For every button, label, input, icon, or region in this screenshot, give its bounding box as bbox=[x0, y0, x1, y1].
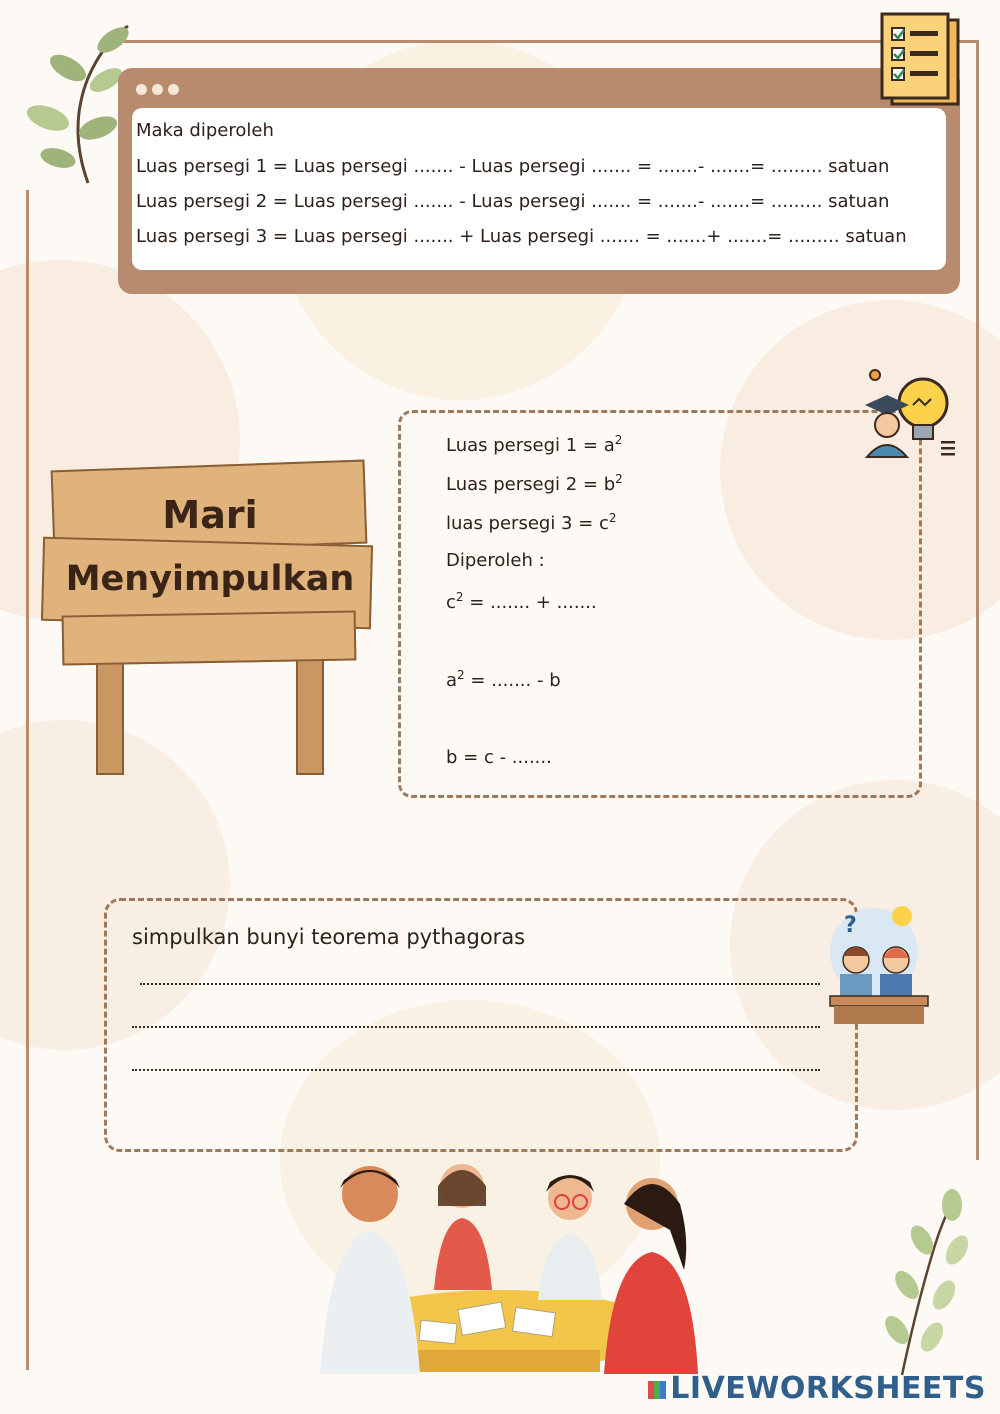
eq-a-squared[interactable]: $a^2$ = ....... - b bbox=[446, 668, 561, 691]
answer-line-3[interactable] bbox=[132, 1069, 820, 1071]
eq-square-2: Luas persegi $2 = b^2$ bbox=[446, 472, 623, 495]
dot-icon bbox=[152, 84, 163, 95]
results-line-1: Luas persegi 1 = Luas persegi ....... - Luas persegi ....... = .......- .......= ......... satuan bbox=[136, 156, 890, 177]
students-thinking-icon bbox=[826, 898, 934, 1030]
leaf-branch-icon bbox=[872, 1185, 982, 1380]
obtained-label: Diperoleh : bbox=[446, 550, 545, 571]
frame-top bbox=[100, 40, 978, 43]
frame-right bbox=[976, 40, 979, 1160]
brand-mark-icon bbox=[648, 1381, 666, 1399]
dot-icon bbox=[136, 84, 147, 95]
results-line-2: Luas persegi 2 = Luas persegi ....... - Luas persegi ....... = .......- .......= ......... satuan bbox=[136, 191, 890, 212]
results-panel-body bbox=[132, 108, 946, 270]
eq-square-1: Luas persegi $1 = a^2$ bbox=[446, 433, 623, 456]
sign-plank bbox=[62, 610, 357, 665]
window-dots bbox=[136, 80, 184, 99]
sign-title-line-1: Mari bbox=[162, 493, 258, 537]
brand-logo: LIVEWORKSHEETS bbox=[648, 1371, 986, 1406]
results-line-3: Luas persegi 3 = Luas persegi ....... + Luas persegi ....... = .......+ .......= ......... satuan bbox=[136, 226, 907, 247]
results-panel bbox=[118, 68, 960, 294]
eq-b[interactable]: b = c - ....... bbox=[446, 747, 552, 768]
eq-c-squared[interactable]: $c^2$ = ....... + ....... bbox=[446, 590, 597, 613]
dot-icon bbox=[168, 84, 179, 95]
wooden-sign bbox=[40, 445, 380, 775]
students-discussion-illustration bbox=[300, 1160, 700, 1374]
answer-line-2[interactable] bbox=[132, 1026, 820, 1028]
checklist-icon bbox=[876, 10, 966, 110]
frame-left bbox=[26, 190, 29, 1370]
conclusion-prompt: simpulkan bunyi teorema pythagoras bbox=[132, 925, 526, 949]
results-heading: Maka diperoleh bbox=[136, 120, 274, 141]
eq-square-3: luas persegi $3 = c^2$ bbox=[446, 511, 617, 534]
sign-title-line-2: Menyimpulkan bbox=[65, 559, 355, 599]
answer-line-1[interactable] bbox=[140, 983, 820, 985]
graduate-idea-icon bbox=[855, 365, 960, 465]
svg-text:?: ? bbox=[844, 913, 857, 938]
